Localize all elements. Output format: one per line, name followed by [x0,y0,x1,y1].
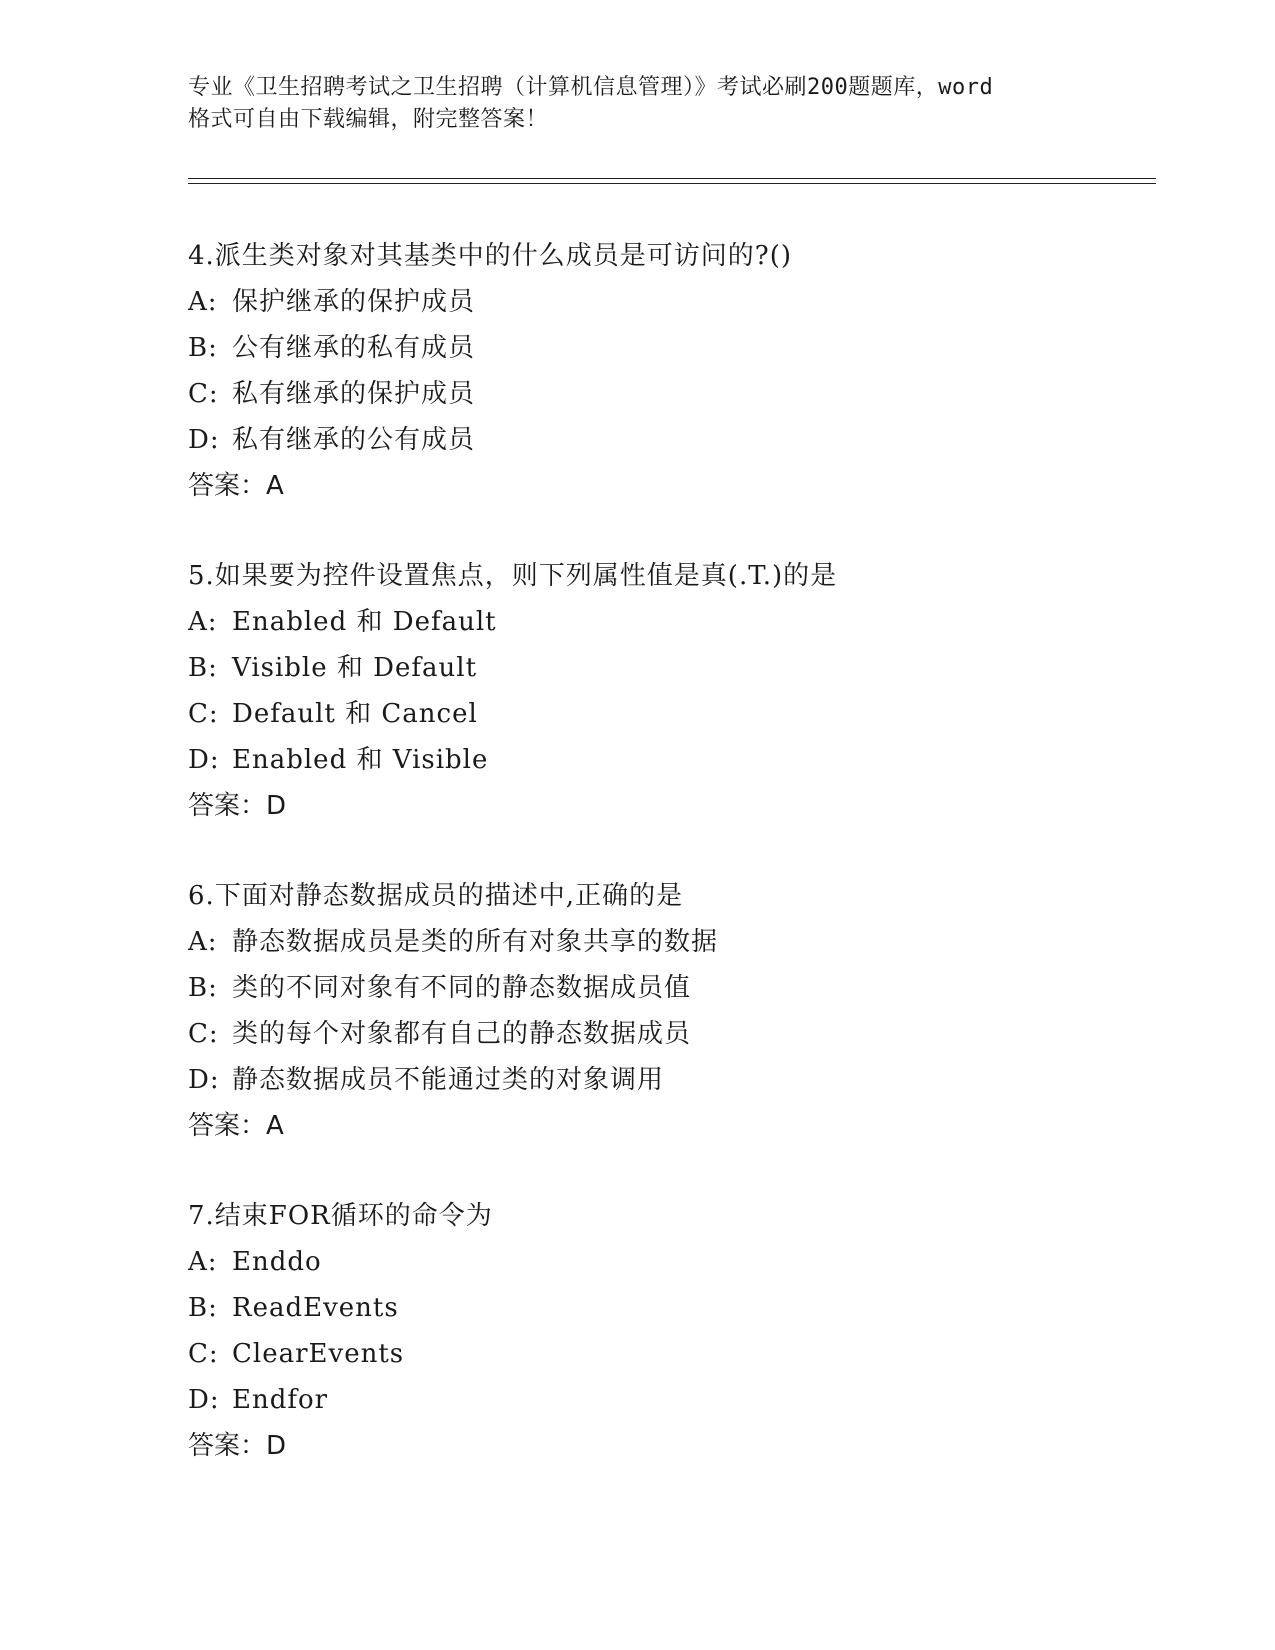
option-a [188,1239,1148,1285]
option-text: Default 和 Cancel [232,699,478,729]
option-b [188,965,1148,1011]
option-label: D: [188,745,220,775]
option-text: 保护继承的保护成员 [232,287,476,317]
option-label: C: [188,699,219,729]
option-text: ClearEvents [232,1339,405,1369]
option-label: D: [188,1065,220,1095]
option-label: D: [188,1385,220,1415]
question-stem: 5.如果要为控件设置焦点，则下列属性值是真(.T.)的是 [188,561,838,591]
option-text: ReadEvents [232,1293,399,1323]
option-label: B: [188,1293,218,1323]
option-d [188,417,1148,463]
option-label: C: [188,379,219,409]
option-d [188,737,1148,783]
question-7 [188,1193,1148,1469]
document-header [188,72,1088,136]
option-text: 私有继承的保护成员 [232,379,476,409]
option-text: 类的不同对象有不同的静态数据成员值 [232,973,692,1003]
answer-line: 答案：D [188,791,287,821]
question-stem: 4.派生类对象对其基类中的什么成员是可访问的?() [188,241,793,271]
option-b [188,645,1148,691]
option-label: B: [188,333,218,363]
option-label: D: [188,425,220,455]
option-a [188,599,1148,645]
option-text: Enabled 和 Visible [232,745,489,775]
header-line-2: 格式可自由下载编辑，附完整答案！ [188,107,549,132]
question-5 [188,553,1148,829]
option-text: Enddo [232,1247,322,1277]
option-label: B: [188,653,218,683]
option-b [188,1285,1148,1331]
option-label: A: [188,607,218,637]
option-text: Visible 和 Default [232,653,478,683]
option-c [188,1331,1148,1377]
answer-line: 答案：D [188,1431,287,1461]
option-d [188,1057,1148,1103]
option-label: C: [188,1019,219,1049]
question-4 [188,233,1148,509]
option-label: A: [188,927,218,957]
question-stem: 6.下面对静态数据成员的描述中,正确的是 [188,881,684,911]
answer-line: 答案：A [188,1111,284,1141]
option-text: 私有继承的公有成员 [232,425,476,455]
option-label: A: [188,1247,218,1277]
option-label: B: [188,973,218,1003]
option-b [188,325,1148,371]
answer-line: 答案：A [188,471,284,501]
option-text: 类的每个对象都有自己的静态数据成员 [232,1019,692,1049]
option-text: 公有继承的私有成员 [232,333,476,363]
option-a [188,919,1148,965]
option-c [188,691,1148,737]
question-stem: 7.结束FOR循环的命令为 [188,1201,493,1231]
option-label: A: [188,287,218,317]
header-divider-top [188,178,1156,179]
option-c [188,1011,1148,1057]
option-text: 静态数据成员是类的所有对象共享的数据 [232,927,719,957]
option-label: C: [188,1339,219,1369]
option-c [188,371,1148,417]
option-text: Endfor [232,1385,329,1415]
option-text: Enabled 和 Default [232,607,497,637]
option-text: 静态数据成员不能通过类的对象调用 [232,1065,665,1095]
header-divider-bottom [188,183,1156,184]
option-d [188,1377,1148,1423]
header-line-1: 专业《卫生招聘考试之卫生招聘（计算机信息管理）》考试必刷200题题库，word [188,75,994,100]
option-a [188,279,1148,325]
question-6 [188,873,1148,1149]
